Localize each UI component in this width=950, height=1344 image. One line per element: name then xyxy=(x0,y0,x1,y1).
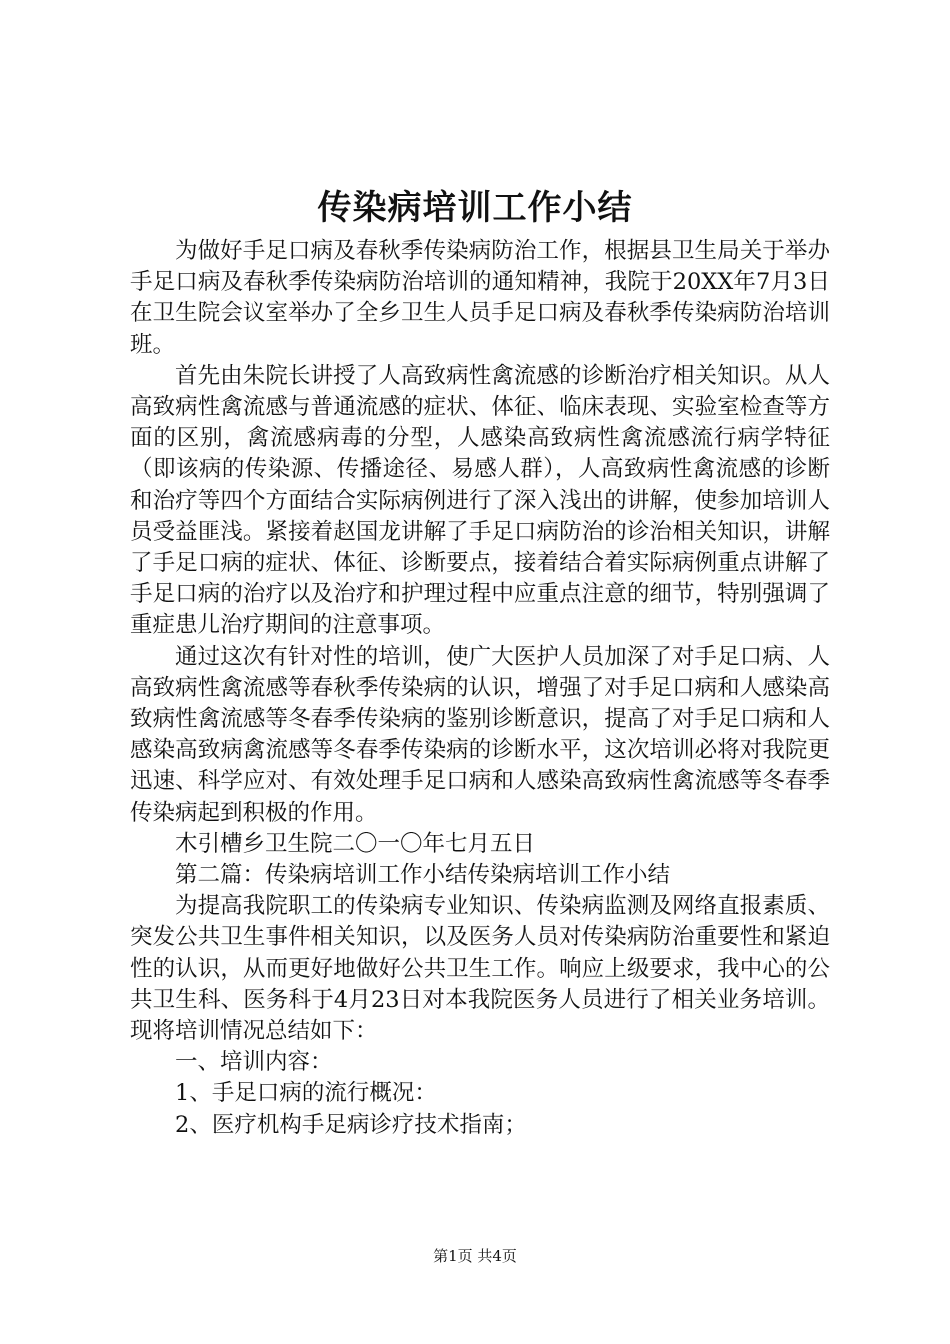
paragraph-section-two-intro: 为提高我院职工的传染病专业知识、传染病监测及网络直报素质、突发公共卫生事件相关知识，以及医务人员对传染病防治重要性和紧迫性的认识，从而更好地做好公共卫生工作。响应上级要求，我中心的公共卫生科、医务科于4月23日对本我院医务人员进行了相关业务培训。现将培训情况总结如下： xyxy=(130,893,830,1045)
document-title: 传染病培训工作小结 xyxy=(317,188,633,228)
paragraph-training-effect: 通过这次有针对性的培训，使广大医护人员加深了对手足口病、人高致病性禽流感等春秋季传染病的认识，增强了对手足口病和人感染高致病性禽流感等冬春季传染病的鉴别诊断意识，提高了对手足口病和人感染高致病禽流感等冬春季传染病的诊断水平，这次培训必将对我院更迅速、科学应对、有效处理手足口病和人感染高致病性禽流感等冬春季传染病起到积极的作用。 xyxy=(130,643,830,826)
page-number-footer: 第1页 共4页 xyxy=(433,1247,517,1265)
paragraph-intro: 为做好手足口病及春秋季传染病防治工作，根据县卫生局关于举办手足口病及春秋季传染病防治培训的通知精神，我院于20XX年7月3日在卫生院会议室举办了全乡卫生人员手足口病及春秋季传染病防治培训班。 xyxy=(130,238,830,358)
paragraph-lecture-content: 首先由朱院长讲授了人高致病性禽流感的诊断治疗相关知识。从人高致病性禽流感与普通流感的症状、体征、临床表现、实验室检查等方面的区别，禽流感病毒的分型，人感染高致病性禽流感流行病学特征（即该病的传染源、传播途径、易感人群），人高致病性禽流感的诊断和治疗等四个方面结合实际病例进行了深入浅出的讲解，使参加培训人员受益匪浅。紧接着赵国龙讲解了手足口病防治的诊治相关知识，讲解了手足口病的症状、体征、诊断要点，接着结合着实际病例重点讲解了手足口病的治疗以及治疗和护理过程中应重点注意的细节，特别强调了重症患儿治疗期间的注意事项。 xyxy=(130,362,830,639)
paragraph-signature-date: 木引槽乡卫生院二〇一〇年七月五日 xyxy=(175,830,536,857)
paragraph-training-content-heading: 一、培训内容： xyxy=(175,1049,333,1076)
document-body xyxy=(130,236,830,1141)
paragraph-section-two-heading: 第二篇：传染病培训工作小结传染病培训工作小结 xyxy=(175,862,671,889)
paragraph-list-item-2: 2、医疗机构手足病诊疗技术指南； xyxy=(175,1111,527,1138)
paragraph-list-item-1: 1、手足口病的流行概况： xyxy=(175,1080,437,1107)
